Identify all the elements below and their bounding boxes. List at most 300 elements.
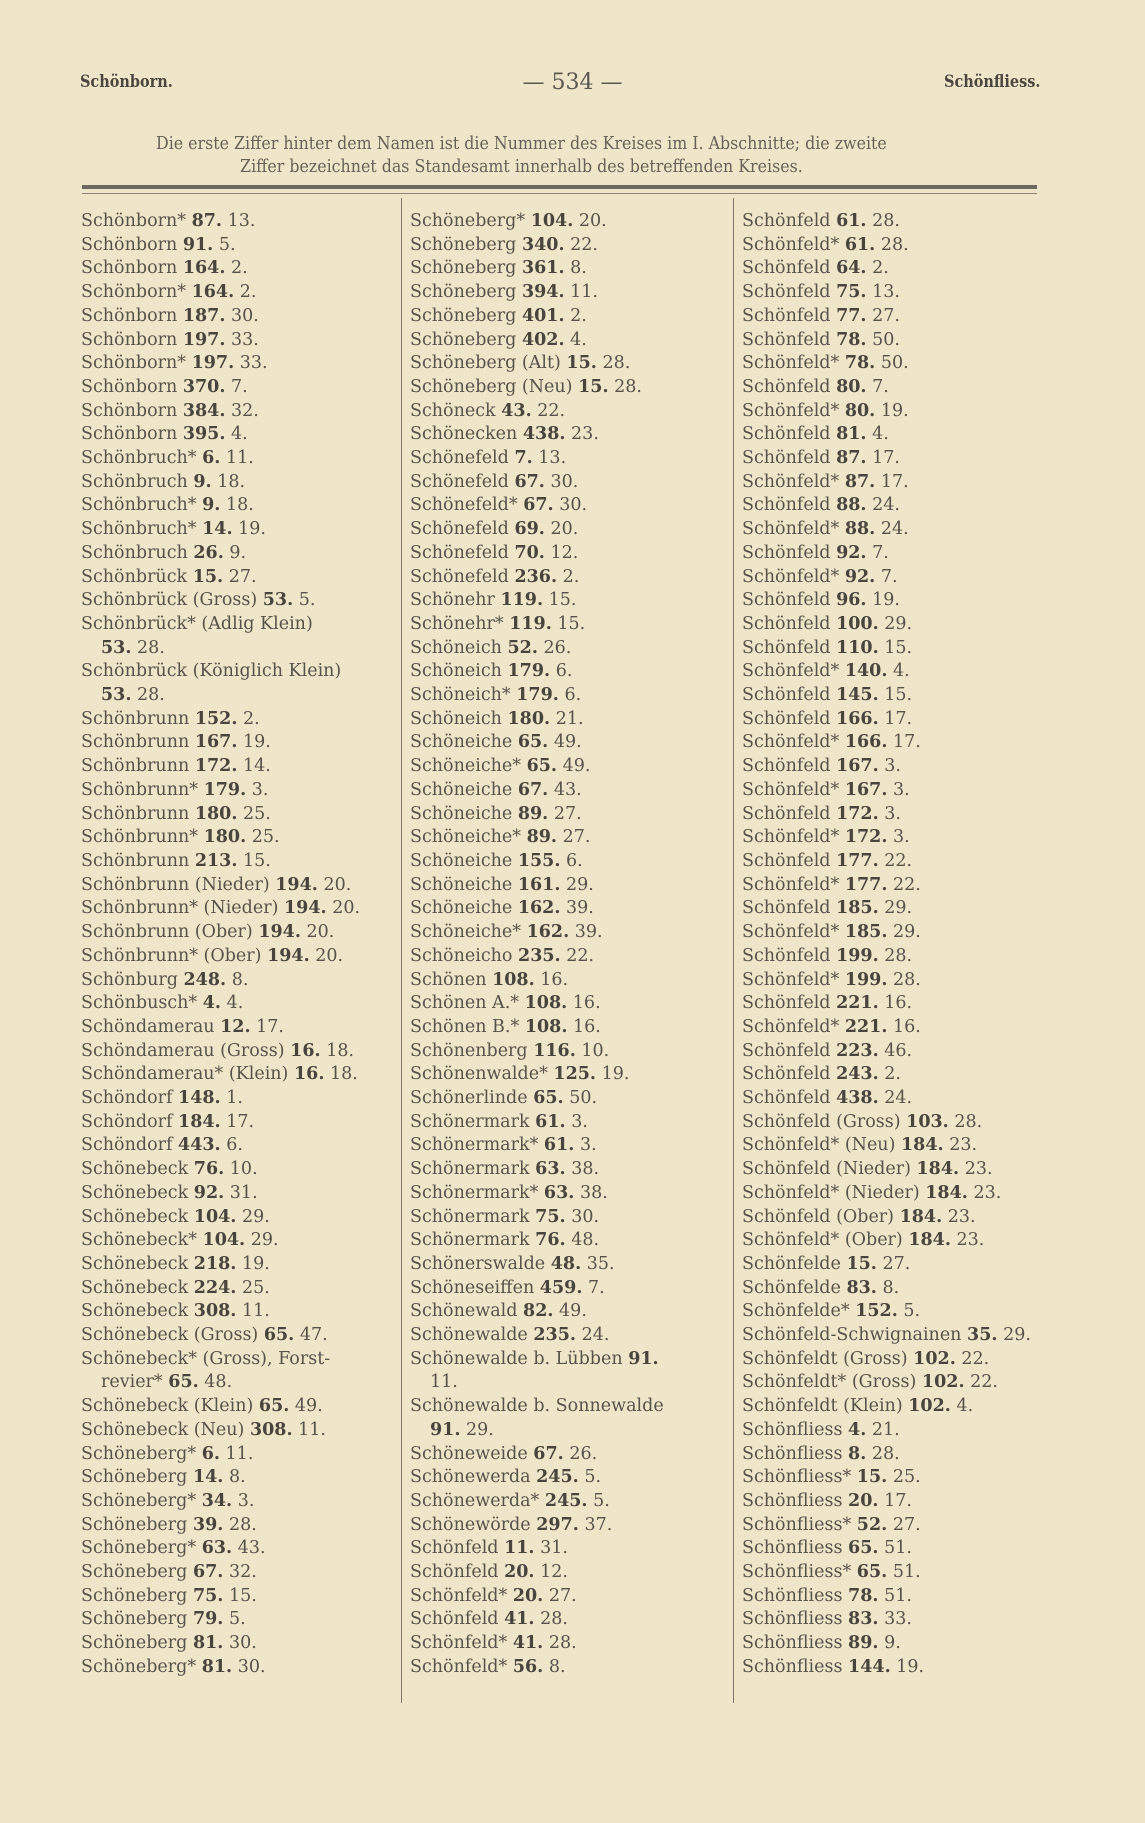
index-entry (81, 755, 411, 779)
district-number: 166. (844, 732, 888, 753)
index-entry (742, 1324, 1072, 1348)
index-entry (742, 423, 1072, 447)
registry-number: 17. (226, 1111, 255, 1132)
registry-number: 5. (228, 1609, 246, 1630)
registry-number: 10. (581, 1040, 610, 1061)
entry-name: Schöneiche* (410, 922, 521, 943)
entry-name: Schöneberg (410, 258, 517, 279)
district-number: 236. (514, 566, 558, 587)
district-number: 87. (836, 448, 867, 469)
index-entry (410, 803, 740, 827)
entry-name: Schönebeck* (81, 1230, 197, 1251)
district-number: 394. (521, 282, 565, 303)
entry-name: Schönecken (410, 424, 518, 445)
registry-number: 28. (893, 969, 921, 990)
entry-name: Schönfeld (742, 898, 831, 919)
district-number: 53. (262, 590, 294, 611)
entry-name: Schöneberg* (81, 1538, 197, 1559)
entry-name: Schönfliess (742, 1538, 843, 1559)
registry-number: 16. (884, 993, 913, 1014)
registry-number: 5. (584, 1467, 602, 1488)
entry-name: Schönfeld (742, 756, 831, 777)
district-number: 221. (844, 1016, 888, 1037)
district-number: 185. (844, 922, 888, 943)
index-entry (410, 329, 740, 353)
registry-number: 5. (903, 1301, 921, 1322)
index-entry (410, 257, 740, 281)
index-entry (81, 305, 411, 329)
index-entry (410, 400, 740, 424)
registry-number: 50. (880, 353, 909, 374)
entry-name: Schönfeld* (410, 1633, 508, 1654)
district-number: 65. (263, 1325, 295, 1346)
registry-number: 27. (548, 1585, 577, 1606)
registry-number: 10. (229, 1159, 258, 1180)
registry-number: 17. (893, 732, 921, 753)
entry-name: Schönfeld (742, 945, 831, 966)
registry-number: 28. (228, 1514, 257, 1535)
index-entry (410, 708, 740, 732)
registry-number: 7. (872, 376, 889, 397)
registry-number: 24. (581, 1325, 610, 1346)
entry-name: Schönfeld* (Ober) (742, 1230, 903, 1251)
index-entry (742, 992, 1072, 1016)
registry-number: 22. (961, 1348, 990, 1369)
district-number: 103. (906, 1111, 949, 1132)
registry-number: 22. (884, 850, 913, 871)
registry-number: 11. (298, 1419, 326, 1440)
index-entry (742, 803, 1072, 827)
registry-number: 17. (872, 448, 900, 469)
entry-name: Schönfeld* (742, 519, 840, 540)
registry-number: 30. (571, 1206, 600, 1227)
district-number: 104. (530, 211, 574, 231)
index-entry (410, 1608, 740, 1632)
district-number: 92. (836, 542, 867, 563)
entry-name: Schönfeld (410, 1562, 499, 1583)
district-number: 245. (544, 1490, 588, 1511)
registry-number: 13. (538, 448, 567, 469)
district-number: 119. (500, 590, 544, 611)
registry-number: 2. (562, 566, 580, 587)
district-number: 177. (836, 850, 879, 871)
district-number: 6. (201, 1443, 220, 1464)
registry-number: 16. (540, 969, 569, 990)
index-entry (742, 660, 1072, 684)
registry-number: 7. (880, 566, 898, 587)
index-entry (742, 897, 1072, 921)
registry-number: 27. (872, 305, 900, 326)
index-entry (410, 613, 740, 637)
index-entry (410, 660, 740, 684)
entry-name: Schönebeck (81, 1277, 189, 1298)
district-number: 15. (846, 1253, 877, 1274)
registry-number: 27. (892, 1514, 921, 1535)
registry-number: 12. (540, 1562, 568, 1583)
registry-number: 19. (872, 590, 900, 611)
registry-number: 2. (231, 258, 248, 279)
entry-name: Schönebeck (81, 1206, 189, 1227)
registry-number: 3. (251, 779, 269, 800)
entry-name: Schönfeld* (742, 234, 840, 255)
index-entry (81, 447, 411, 471)
entry-name: Schönbrück* (Adlig Klein) (81, 613, 313, 634)
district-number: 438. (836, 1088, 879, 1109)
district-number: 340. (521, 234, 565, 255)
registry-number: 22. (893, 874, 921, 895)
index-entry (81, 376, 411, 400)
registry-number: 15. (884, 637, 913, 658)
district-number: 438. (522, 424, 566, 445)
entry-name: Schönfeld (742, 1088, 831, 1109)
entry-name: Schönen A.* (410, 993, 520, 1014)
registry-number: 15. (548, 590, 577, 611)
district-number: 41. (512, 1633, 544, 1654)
registry-number: 28. (137, 637, 165, 658)
district-number: 161. (517, 874, 561, 895)
index-entry (742, 518, 1072, 542)
district-number: 9. (193, 471, 212, 492)
index-entry (81, 1608, 411, 1632)
index-entry (742, 566, 1072, 590)
registry-number: 8. (882, 1277, 900, 1298)
district-number: 67. (517, 779, 549, 800)
index-entry (81, 874, 411, 898)
district-number: 35. (967, 1325, 998, 1346)
registry-number: 25. (241, 1277, 270, 1298)
entry-name: Schönfliess (742, 1656, 843, 1677)
district-number: 79. (192, 1609, 224, 1630)
district-number: 65. (526, 756, 558, 777)
index-entry (742, 1087, 1072, 1111)
registry-number: 20. (323, 874, 352, 895)
entry-name: Schönfeld (Gross) (742, 1111, 901, 1132)
entry-name: Schönfeld (742, 211, 831, 231)
registry-number: 20. (578, 211, 607, 231)
registry-number: 28. (872, 211, 900, 231)
district-number: 361. (521, 258, 565, 279)
entry-name: Schönefeld (410, 542, 509, 563)
registry-number: 28. (614, 376, 642, 397)
entry-name: Schönfeld* (742, 1016, 840, 1037)
district-number: 65. (168, 1372, 199, 1393)
registry-number: 8. (231, 969, 249, 990)
index-column-1 (81, 210, 411, 1680)
entry-name: Schönfeld (742, 613, 831, 634)
registry-number: 1. (226, 1088, 243, 1109)
header-rule-thin (82, 193, 1037, 194)
index-entry (81, 1063, 411, 1087)
registry-number: 9. (229, 542, 247, 563)
index-entry (410, 1395, 740, 1442)
index-entry (81, 1443, 411, 1467)
district-number: 69. (514, 519, 545, 540)
entry-name: Schönfliess (742, 1490, 843, 1511)
district-number: 148. (178, 1088, 221, 1109)
index-entry (742, 1040, 1072, 1064)
registry-number: 2. (239, 282, 257, 303)
entry-name: Schönbrunn (81, 756, 190, 777)
index-entry (410, 969, 740, 993)
entry-name: Schönfeld* (742, 661, 840, 682)
intro-line-2: Ziffer bezeichnet das Standesamt innerhalb des betreffenden Kreises. (240, 156, 803, 177)
district-number: 370. (182, 376, 226, 397)
district-number: 64. (836, 258, 867, 279)
district-number: 144. (848, 1656, 891, 1677)
district-number: 164. (191, 282, 235, 303)
registry-number: 30. (559, 495, 588, 516)
entry-name: Schönborn (81, 329, 178, 350)
index-entry (410, 471, 740, 495)
registry-number: 12. (550, 542, 579, 563)
entry-name: Schönewald (410, 1301, 518, 1322)
entry-name: Schönfeld* (410, 1656, 508, 1677)
registry-number: 28. (871, 1443, 900, 1464)
district-number: 11. (504, 1538, 535, 1559)
index-entry (410, 1040, 740, 1064)
registry-number: 16. (572, 993, 601, 1014)
entry-name: Schönfliess (742, 1633, 843, 1654)
district-number: 9. (202, 495, 221, 516)
registry-number: 21. (871, 1419, 900, 1440)
district-number: 179. (516, 685, 559, 706)
entry-name: Schönfeld (742, 282, 831, 303)
district-number: 194. (267, 945, 310, 966)
entry-name: Schöneberg* (81, 1656, 197, 1677)
index-entry (742, 471, 1072, 495)
index-entry (410, 234, 740, 258)
registry-number: 47. (299, 1325, 328, 1346)
entry-name: Schönbruch* (81, 519, 197, 540)
index-entry (81, 1016, 411, 1040)
registry-number: 51. (892, 1562, 921, 1583)
registry-number: 20. (332, 898, 361, 919)
entry-name: Schönewalde b. Lübben (410, 1348, 623, 1369)
entry-name: Schönfeld* (742, 400, 840, 421)
registry-number: 28. (137, 685, 165, 706)
registry-number: 4. (893, 661, 910, 682)
district-number: 443. (178, 1135, 221, 1156)
district-number: 8. (848, 1443, 867, 1464)
district-number: 194. (283, 898, 327, 919)
page-number: — 534 — (522, 70, 623, 95)
registry-number: 49. (559, 1301, 587, 1322)
district-number: 110. (836, 637, 879, 658)
header-rule-thick (82, 185, 1037, 189)
registry-number: 19. (238, 519, 266, 540)
index-entry (742, 1253, 1072, 1277)
registry-number: 28. (602, 353, 631, 374)
entry-name: Schönefeld (410, 566, 509, 587)
registry-number: 24. (872, 495, 900, 516)
entry-name: Schönfelde* (742, 1301, 850, 1322)
district-number: 102. (908, 1396, 951, 1417)
index-entry (742, 1419, 1072, 1443)
registry-number: 22. (537, 400, 566, 421)
district-number: 221. (836, 993, 879, 1014)
entry-name: Schöneberg* (81, 1490, 197, 1511)
index-entry (81, 850, 411, 874)
index-entry (81, 1087, 411, 1111)
registry-number: 17. (884, 1490, 912, 1511)
district-number: 75. (836, 282, 867, 303)
district-number: 61. (543, 1135, 575, 1156)
district-number: 15. (578, 376, 609, 397)
district-number: 308. (193, 1301, 237, 1322)
registry-number: 19. (880, 400, 909, 421)
registry-number: 3. (893, 779, 910, 800)
district-number: 89. (848, 1633, 879, 1654)
district-number: 197. (191, 353, 235, 374)
entry-name: Schönehr (410, 590, 495, 611)
district-number: 180. (507, 708, 551, 729)
registry-number: 32. (228, 1562, 257, 1583)
intro-line-1: Die erste Ziffer hinter dem Namen ist die Nummer des Kreises im I. Abschnitte; die zweite (155, 133, 887, 154)
district-number: 180. (194, 803, 238, 824)
district-number: 223. (836, 1040, 879, 1061)
entry-name: Schönfeld (742, 637, 831, 658)
district-number: 140. (844, 661, 888, 682)
registry-number: 39. (566, 898, 594, 919)
district-number: 167. (194, 732, 238, 753)
registry-number: 51. (884, 1538, 912, 1559)
entry-name: Schöneck (410, 400, 496, 421)
registry-number: 4. (872, 424, 889, 445)
index-entry (81, 921, 411, 945)
entry-name: Schönefeld (410, 448, 509, 469)
registry-number: 35. (586, 1253, 615, 1274)
registry-number: 20. (306, 922, 335, 943)
registry-number: 19. (601, 1064, 630, 1085)
entry-name: Schönfeld* (742, 732, 840, 753)
registry-number: 38. (571, 1159, 600, 1180)
registry-number: 50. (569, 1088, 598, 1109)
index-entry (81, 1466, 411, 1490)
registry-number: 15. (243, 850, 271, 871)
entry-name: Schönfliess (742, 1419, 843, 1440)
entry-name: Schönbrück (Gross) (81, 590, 258, 611)
index-entry (81, 542, 411, 566)
district-number: 162. (526, 922, 570, 943)
entry-name: Schönfeld* (742, 969, 840, 990)
entry-name: Schöndorf (81, 1111, 173, 1132)
district-number: 48. (550, 1253, 582, 1274)
district-number: 92. (844, 566, 876, 587)
registry-number: 5. (298, 590, 316, 611)
district-number: 81. (192, 1633, 224, 1654)
index-entry (410, 352, 740, 376)
district-number: 125. (553, 1064, 597, 1085)
registry-number: 23. (964, 1159, 993, 1180)
entry-name: Schöneich (410, 637, 502, 658)
district-number: 76. (193, 1159, 225, 1180)
district-number: 34. (201, 1490, 233, 1511)
registry-number: 37. (584, 1514, 613, 1535)
district-number: 152. (855, 1301, 898, 1322)
index-entry (410, 1324, 740, 1348)
index-entry (742, 779, 1072, 803)
district-number: 92. (193, 1182, 225, 1203)
entry-name: Schönfeld* (Nieder) (742, 1182, 920, 1203)
registry-number: 28. (954, 1111, 983, 1132)
registry-number: 20. (315, 945, 344, 966)
index-entry (81, 945, 411, 969)
registry-number: 39. (574, 922, 603, 943)
index-entry (81, 329, 411, 353)
index-entry (410, 305, 740, 329)
district-number: 20. (512, 1585, 544, 1606)
index-entry (742, 755, 1072, 779)
entry-continuation (81, 684, 411, 708)
district-number: 91. (628, 1348, 659, 1369)
index-entry (410, 1277, 740, 1301)
registry-number: 2. (872, 258, 889, 279)
index-entry (742, 281, 1072, 305)
registry-number: 29. (893, 922, 921, 943)
district-number: 15. (192, 566, 224, 587)
district-number: 119. (509, 613, 552, 634)
index-entry (742, 234, 1072, 258)
district-number: 224. (193, 1277, 237, 1298)
entry-name: Schönermark (410, 1111, 530, 1132)
index-entry (81, 1490, 411, 1514)
registry-number: 27. (882, 1253, 911, 1274)
entry-name: Schönen (410, 969, 487, 990)
district-number: 184. (916, 1159, 960, 1180)
district-number: 459. (539, 1277, 583, 1298)
district-number: 81. (201, 1656, 233, 1677)
registry-number: 18. (326, 1040, 355, 1061)
entry-name: Schönfeld (742, 708, 831, 729)
registry-number: 15. (557, 613, 586, 634)
index-entry (81, 210, 411, 234)
registry-number: 13. (872, 282, 900, 303)
entry-name: Schönbrück (Königlich Klein) (81, 661, 342, 682)
index-entry (81, 1585, 411, 1609)
entry-name: Schönefeld* (410, 495, 518, 516)
index-entry (81, 708, 411, 732)
district-number: 15. (856, 1467, 888, 1488)
index-entry (81, 352, 411, 376)
index-entry (81, 969, 411, 993)
entry-name: Schönfliess* (742, 1562, 852, 1583)
entry-name: Schönbrunn (81, 732, 190, 753)
district-number: 83. (846, 1277, 877, 1298)
index-entry (742, 1371, 1072, 1395)
entry-name: Schönewerda* (410, 1490, 540, 1511)
entry-name: Schöneberg (410, 305, 517, 326)
district-number: 61. (836, 211, 867, 231)
entry-name: Schönfeld* (742, 566, 840, 587)
entry-name: Schöneberg (81, 1585, 188, 1606)
index-entry (410, 826, 740, 850)
entry-name: Schönbusch* (81, 993, 198, 1014)
index-entry (81, 471, 411, 495)
district-number: 172. (194, 756, 238, 777)
entry-name: Schönfeld* (742, 471, 840, 492)
registry-number: 3. (579, 1135, 597, 1156)
index-entry (742, 352, 1072, 376)
district-number: 88. (844, 519, 876, 540)
entry-name: Schönermark* (410, 1135, 539, 1156)
index-entry (410, 1443, 740, 1467)
entry-name: Schönebeck (Klein) (81, 1396, 254, 1417)
registry-number: 3. (571, 1111, 588, 1132)
index-entry (81, 1537, 411, 1561)
index-entry (742, 494, 1072, 518)
entry-name: Schönbrück (81, 566, 188, 587)
entry-name: Schönfelde (742, 1277, 841, 1298)
